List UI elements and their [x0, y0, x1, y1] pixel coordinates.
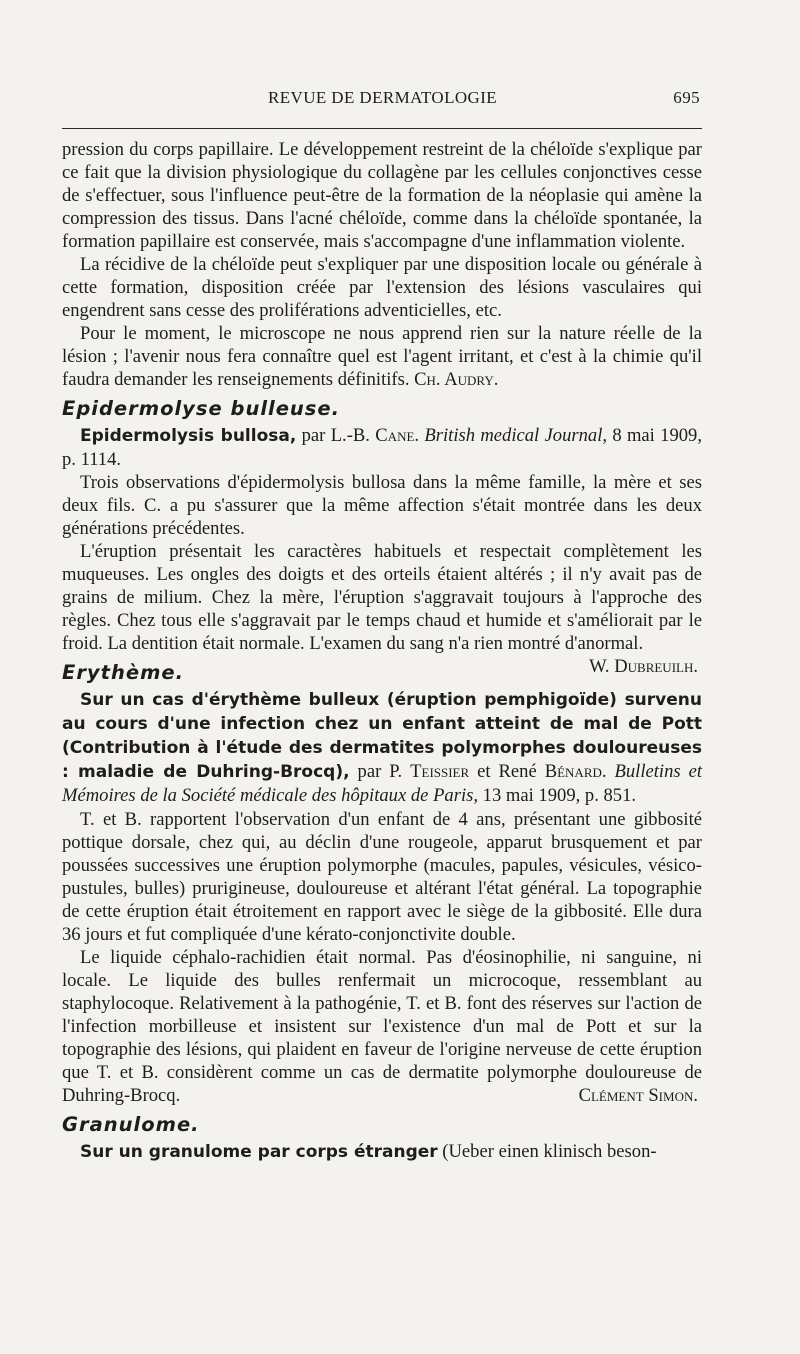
citation-sep-2: . — [601, 761, 615, 782]
section-title-epidermolyse: Epidermolyse bulleuse. — [62, 397, 341, 420]
citation-rest: 8 mai 1909, p. 1114. — [62, 425, 703, 470]
page-number: 695 — [673, 88, 700, 107]
article-and: et René — [469, 761, 545, 782]
section-title-erytheme: Erythème. — [62, 661, 185, 684]
article-title-granulome: Sur un granulome par corps étranger — [80, 1142, 438, 1162]
running-title: REVUE DE DERMATOLOGIE — [268, 88, 498, 107]
journal-name: British medical Journal, — [424, 425, 608, 446]
citation-sep: . — [414, 425, 425, 446]
intro-paragraph-3 — [62, 322, 702, 391]
intro-paragraph-3-text: Pour le moment, le microscope ne nous apprend rien sur la nature réelle de la lésion ; l'avenir nous fera connaître quel est l'agent irritant, et c'est à la chimie qu'il faudra demander les renseignements définitifs. — [62, 323, 702, 390]
section-title-granulome: Granulome. — [62, 1113, 200, 1136]
article-by: par L.-B. — [296, 425, 376, 446]
running-header — [62, 88, 702, 112]
intro-signature: Ch. Audry. — [414, 369, 499, 390]
article-by-2: par P. — [349, 761, 411, 782]
erytheme-paragraph-1: T. et B. rapportent l'observation d'un enfant de 4 ans, présentant une gibbosité pottique dorsale, chez qui, au déclin d'une rougeole, apparut brusquement et par poussées successives une éruption polymorphe (macules, papules, vésicules, vésico-pustules, bulles) prurigineuse, douloureuse et altérant l'état général. La topographie de cette éruption était étroitement en rapport avec le siège de la gibbosité. Elle dura 36 jours et fut compliquée d'une kérato-conjonctivite double. — [62, 809, 702, 945]
journal-name-2: Bulletins et Mémoires de la Société médicale des hôpitaux de Paris, — [62, 761, 703, 806]
erytheme-signature: Clément Simon. — [578, 1085, 698, 1106]
citation-rest-2: 13 mai 1909, p. 851. — [478, 785, 637, 806]
article-author: Cane — [375, 425, 415, 446]
article-heading-epidermolysis — [62, 424, 702, 471]
article-heading-granulome — [62, 1140, 702, 1164]
article-title-erytheme: Sur un cas d'érythème bulleux (éruption pemphigoïde) survenu au cours d'une infection chez un enfant atteint de mal de Pott (Contribution à l'étude des dermatites polymorphes douloureuses : maladie de Duhring-Brocq), — [62, 690, 702, 782]
page-body — [62, 138, 702, 1164]
article-author-1: Teissier — [410, 761, 470, 782]
article-rest-granulome: (Ueber einen klinisch beson- — [437, 1141, 657, 1162]
intro-paragraph-1: pression du corps papillaire. Le développement restreint de la chéloïde s'explique par ce fait que la division physiologique du collagène par les cellules conjonctives cesse de s'effectuer, sous l'influence peut-être de la formation de la néoplasie qui amène la compression des tissus. Dans l'acné chéloïde, comme dans la chéloïde spontanée, la formation papillaire est conservée, mais s'accompagne d'une inflammation violente. — [62, 139, 702, 252]
article-author-2: Bénard — [544, 761, 602, 782]
erytheme-paragraph-2-text: Le liquide céphalo-rachidien était normal. Pas d'éosinophilie, ni sanguine, ni locale. Le liquide des bulles renfermait un microcoque, ressemblant au staphylocoque. Relativement à la pathogénie, T. et B. font des réserves sur l'action de l'infection morbilleuse et insistent sur l'existence d'un mal de Pott et sur la topographie des lésions, qui plaident en faveur de l'origine nerveuse de cette éruption que T. et B. considèrent comme un cas de dermatite polymorphe douloureuse de Duhring-Brocq. — [62, 947, 702, 1106]
epidermolysis-paragraph-2-text: L'éruption présentait les caractères habituels et respectait complètement les muqueuses. Les ongles des doigts et des orteils étaient altérés ; il n'y avait pas de grains de milium. Chez la mère, l'éruption s'aggravait toujours à l'approche des règles. Chez tous elle s'aggravait par le temps chaud et humide et s'améliorait par le froid. La dentition était normale. L'examen du sang n'a rien montré d'anormal. — [62, 541, 702, 654]
epidermolysis-signature: W. Dubreuilh. — [589, 656, 698, 677]
intro-paragraph-2: La récidive de la chéloïde peut s'expliquer par une disposition locale ou générale à cette formation, disposition créée par l'extension des lésions vasculaires qui engendrent sans cesse des proliférations adventicielles, etc. — [62, 254, 702, 321]
epidermolysis-paragraph-1: Trois observations d'épidermolysis bullosa dans la même famille, la mère et ses deux fils. C. a pu s'assurer que la même affection s'était montrée dans les deux générations précédentes. — [62, 472, 702, 539]
erytheme-paragraph-2 — [62, 946, 702, 1107]
article-heading-erytheme — [62, 688, 702, 808]
header-rule — [62, 128, 702, 129]
article-title-epidermolysis: Epidermolysis bullosa, — [80, 426, 297, 446]
